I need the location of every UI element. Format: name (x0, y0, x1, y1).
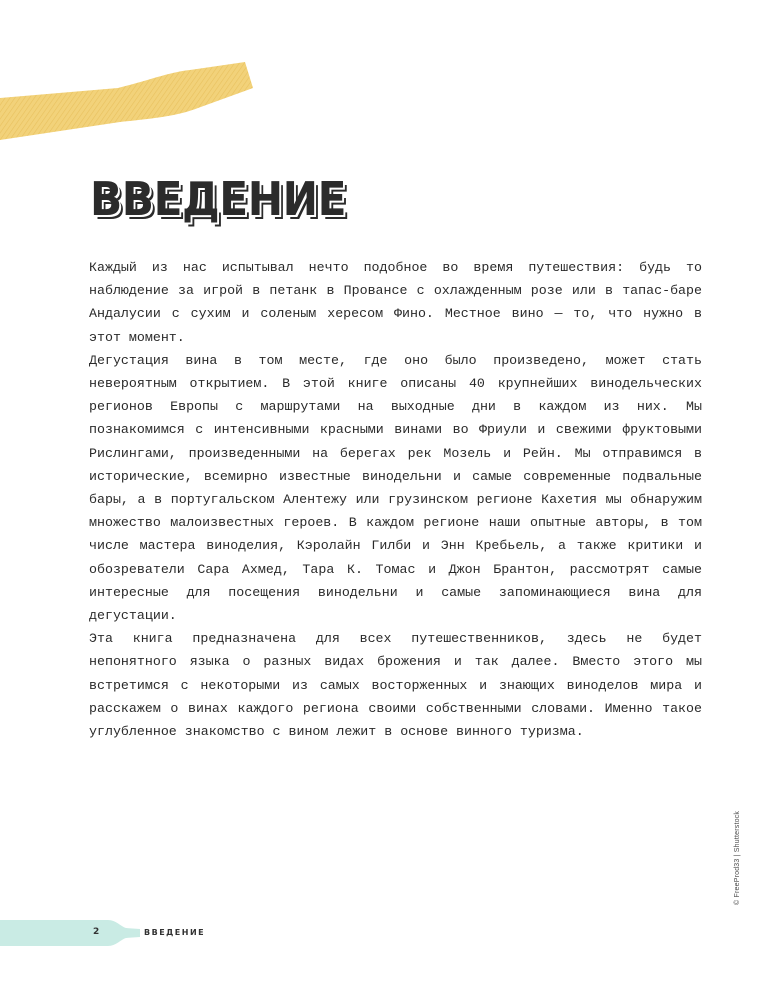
paragraph: Дегустация вина в том месте, где оно было произведено, может стать невероятным открытием. В этой книге описаны 40 крупнейших винодельческих регионов Европы с маршрутами на выходные дни в каждом из них. Мы познакомимся с интенсивными красными винами во Фриули и свежими фруктовыми Рислингами, произведенными на берегах рек Мозель и Рейн. Мы отправимся в исторические, всемирно известные винодельни и самые современные подвальные бары, а в португальском Алентежу или грузинском регионе Кахетия мы обнаружим множество малоизвестных героев. В каждом регионе наши опытные авторы, в том числе мастера виноделия, Кэролайн Гилби и Энн Кребьель, а также критики и обозреватели Сара Ахмед, Тара К. Томас и Джон Брантон, рассмотрят самые интересные для посещения винодельни и самые запоминающиеся вина для дегустации. (89, 352, 702, 624)
bottle-banner-decoration (0, 0, 763, 160)
paragraph: Каждый из нас испытывал нечто подобное во время путешествия: будь то наблюдение за игрой в петанк в Провансе с охлажденным розе или в тапас-баре Андалусии с сухим и соленым хересом Фино. Местное вино — то, что нужно в этот момент. (89, 260, 702, 345)
body-text (89, 256, 702, 743)
page-title: ВВЕДЕНИЕ (90, 172, 347, 226)
paragraph: Эта книга предназначена для всех путешественников, здесь не будет непонятного языка о разных видах брожения и так далее. Вместо этого мы встретимся с некоторыми из самых восторженных и знающих виноделов мира и расскажем о винах каждого региона своими собственными словами. Именно такое углубленное знакомство с вином лежит в основе винного туризма. (89, 631, 702, 740)
footer-bottle-decoration (0, 920, 140, 946)
photo-credit: © FreeProd33 | Shutterstock (734, 810, 741, 905)
page-number: 2 (93, 927, 100, 937)
footer-section-label: ВВЕДЕНИЕ (144, 928, 206, 937)
